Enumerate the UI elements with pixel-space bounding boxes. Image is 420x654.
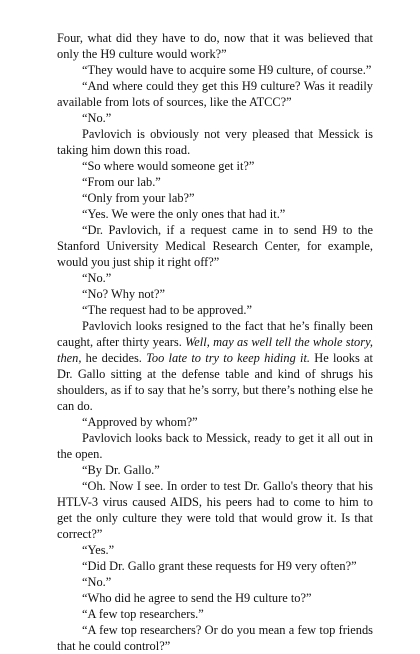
text-run: “No.” — [82, 575, 112, 589]
book-page — [57, 30, 373, 654]
paragraph — [57, 414, 373, 430]
text-run: “No? Why not?” — [82, 287, 166, 301]
paragraph — [57, 110, 373, 126]
text-run: “No.” — [82, 111, 112, 125]
text-run: He looks at Dr. Gallo sitting at the defense table and kind of shrugs his shoulders, as if to say that he’s sorry, but there’s nothing else he can do. — [57, 351, 373, 413]
text-run: “Yes.” — [82, 543, 115, 557]
text-run: “So where would someone get it?” — [82, 159, 255, 173]
italic-text: Too late to try to keep hiding it. — [146, 351, 310, 365]
italic-text: Well, may as well tell the whole story, then, — [57, 335, 373, 365]
paragraph — [57, 478, 373, 542]
text-run: “From our lab.” — [82, 175, 161, 189]
paragraph — [57, 174, 373, 190]
text-run: “Oh. Now I see. In order to test Dr. Gallo's theory that his HTLV-3 virus caused AIDS, his peers had to come to him to get the only culture they were told that would grow it. Is that correct?” — [57, 479, 373, 541]
paragraph — [57, 30, 373, 62]
text-run: “They would have to acquire some H9 culture, of course.” — [82, 63, 372, 77]
text-run: “By Dr. Gallo.” — [82, 463, 160, 477]
text-run: “A few top researchers.” — [82, 607, 204, 621]
paragraph — [57, 622, 373, 654]
text-run: “And where could they get this H9 culture? Was it readily available from lots of sources, like the ATCC?” — [57, 79, 373, 109]
paragraph — [57, 190, 373, 206]
paragraph — [57, 318, 373, 414]
text-run: “Only from your lab?” — [82, 191, 195, 205]
text-run: “The request had to be approved.” — [82, 303, 252, 317]
text-run: Pavlovich is obviously not very pleased that Messick is taking him down this road. — [57, 127, 373, 157]
text-run: Pavlovich looks resigned to the fact that he’s finally been caught, after thirty years. — [57, 319, 373, 349]
text-run: “Who did he agree to send the H9 culture to?” — [82, 591, 312, 605]
text-run: Pavlovich looks back to Messick, ready to get it all out in the open. — [57, 431, 373, 461]
paragraph — [57, 206, 373, 222]
text-run: Four, what did they have to do, now that it was believed that only the H9 culture would work?” — [57, 31, 373, 61]
paragraph — [57, 558, 373, 574]
paragraph — [57, 158, 373, 174]
paragraph — [57, 542, 373, 558]
paragraph — [57, 62, 373, 78]
paragraph — [57, 430, 373, 462]
paragraph — [57, 286, 373, 302]
text-run: he decides. — [81, 351, 147, 365]
paragraph — [57, 270, 373, 286]
text-run: “A few top researchers? Or do you mean a few top friends that he could control?” — [57, 623, 373, 653]
text-run: “No.” — [82, 271, 112, 285]
text-run: “Dr. Pavlovich, if a request came in to send H9 to the Stanford University Medical Research Center, for example, would you just ship it right off?” — [57, 223, 373, 269]
paragraph — [57, 78, 373, 110]
paragraph — [57, 302, 373, 318]
text-run: “Approved by whom?” — [82, 415, 198, 429]
text-run: “Did Dr. Gallo grant these requests for H9 very often?” — [82, 559, 357, 573]
paragraph — [57, 590, 373, 606]
paragraph — [57, 222, 373, 270]
text-run: “Yes. We were the only ones that had it.” — [82, 207, 286, 221]
paragraph — [57, 606, 373, 622]
paragraph — [57, 462, 373, 478]
paragraph — [57, 574, 373, 590]
paragraph — [57, 126, 373, 158]
